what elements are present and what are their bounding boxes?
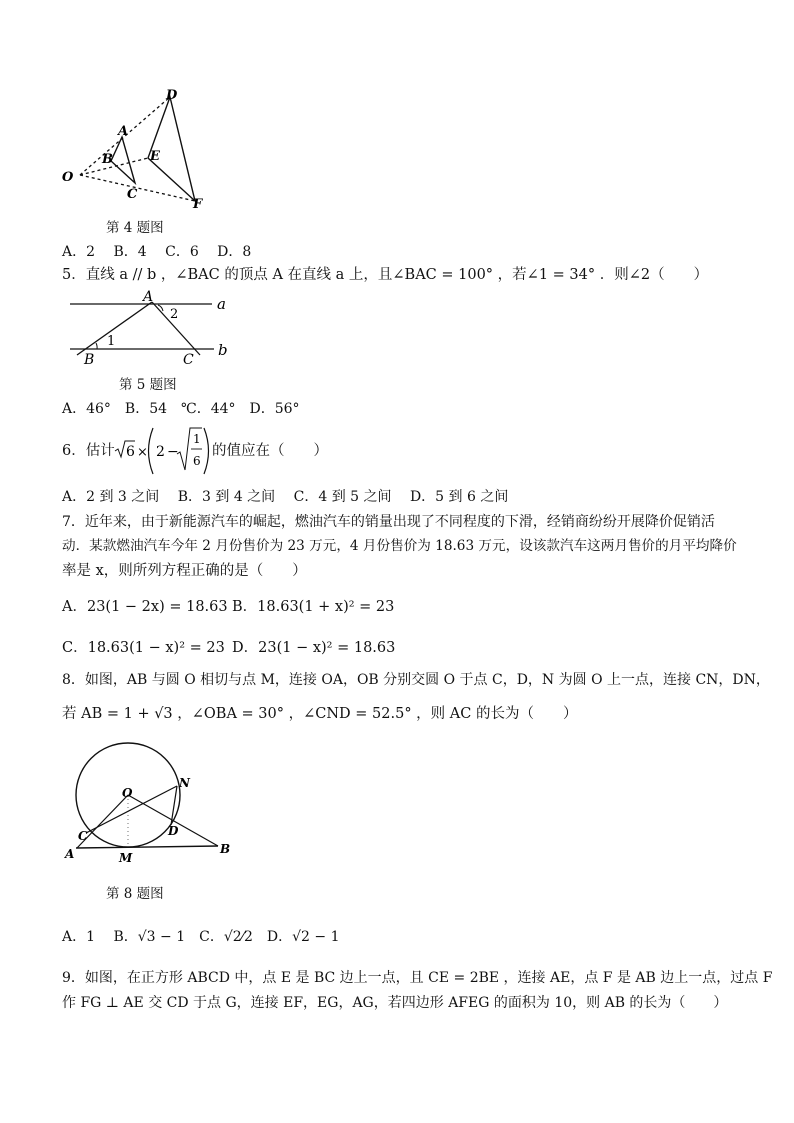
q5-figure xyxy=(62,286,242,370)
q5-label-C: C xyxy=(183,352,194,368)
q4-label-F: F xyxy=(193,197,203,212)
q8-options: A．1 B．√3 − 1 C．√2⁄2 D．√2 − 1 xyxy=(62,929,340,945)
q8-label-N: N xyxy=(179,776,190,790)
q4-caption: 第 4 题图 xyxy=(106,220,164,236)
q6-sqrt6: 6 xyxy=(126,444,135,460)
q7-option-b: B．18.63(1 + x)² = 23 xyxy=(232,599,395,615)
q8-label-O: O xyxy=(122,786,133,800)
q4-label-C: C xyxy=(127,187,138,202)
q6-frac-den: 6 xyxy=(193,454,201,468)
q7-option-d: D．23(1 − x)² = 18.63 xyxy=(232,640,396,656)
q8-line1: 8．如图，AB 与圆 O 相切与点 M，连接 OA，OB 分别交圆 O 于点 C，D，N 为圆 O 上一点，连接 CN，DN， xyxy=(62,672,770,688)
q4-figure xyxy=(55,85,225,215)
q5-label-a: a xyxy=(217,295,226,313)
q7-line2: 动．某款燃油汽车今年 2 月份售价为 23 万元，4 月份售价为 18.63 万元，设该款汽车这两月售价的月平均降价 xyxy=(62,538,737,554)
q4-label-A: A xyxy=(118,124,129,139)
q5-label-1: 1 xyxy=(107,334,116,349)
q6-expression xyxy=(112,424,212,476)
q7-line1: 7．近年来，由于新能源汽车的崛起，燃油汽车的销量出现了不同程度的下滑，经销商纷纷开展降价促销活 xyxy=(62,514,715,530)
q5-caption: 第 5 题图 xyxy=(119,377,177,393)
q9-line1: 9．如图，在正方形 ABCD 中，点 E 是 BC 边上一点，且 CE = 2BE ，连接 AE，点 F 是 AB 边上一点，过点 F xyxy=(62,970,773,986)
q8-label-A: A xyxy=(65,847,75,861)
q6-two: 2 xyxy=(156,444,165,460)
q8-caption: 第 8 题图 xyxy=(106,886,164,902)
q6-frac-num: 1 xyxy=(193,432,201,446)
q8-label-B: B xyxy=(220,842,231,856)
q6-minus: − xyxy=(167,444,179,460)
q6-stem-pre: 6．估计 xyxy=(62,443,115,459)
q5-label-A: A xyxy=(143,289,154,305)
q8-figure xyxy=(60,740,240,865)
q5-stem: 5．直线 a // b ，∠BAC 的顶点 A 在直线 a 上，且∠BAC = 100° ，若∠1 = 34° ．则∠2（ ） xyxy=(62,267,709,283)
q5-options: A．46° B．54 ℃．44° D．56° xyxy=(62,401,300,417)
q4-label-E: E xyxy=(150,149,160,164)
q5-label-b: b xyxy=(218,341,228,359)
q8-label-D: D xyxy=(168,824,179,838)
q8-label-C: C xyxy=(78,829,88,843)
q4-label-B: B xyxy=(102,152,113,167)
q6-options: A．2 到 3 之间 B．3 到 4 之间 C．4 到 5 之间 D．5 到 6 之间 xyxy=(62,489,509,505)
q8-line2: 若 AB = 1 + √3 ，∠OBA = 30° ，∠CND = 52.5° ，则 AC 的长为（ ） xyxy=(62,706,578,722)
q9-line2: 作 FG ⊥ AE 交 CD 于点 G，连接 EF，EG，AG，若四边形 AFEG 的面积为 10，则 AB 的长为（ ） xyxy=(62,995,728,1011)
q7-option-c: C．18.63(1 − x)² = 23 xyxy=(62,640,225,656)
q5-label-2: 2 xyxy=(170,307,179,322)
q6-times: × xyxy=(137,445,148,460)
q4-label-O: O xyxy=(62,170,74,185)
q7-option-a: A．23(1 − 2x) = 18.63 xyxy=(62,599,228,615)
q7-line3: 率是 x，则所列方程正确的是（ ） xyxy=(62,563,307,579)
q5-label-B: B xyxy=(84,352,95,368)
q6-stem-post: 的值应在（ ） xyxy=(212,443,328,459)
q8-label-M: M xyxy=(119,851,133,865)
q4-options: A．2 B．4 C．6 D．8 xyxy=(62,244,252,260)
q4-label-D: D xyxy=(166,88,178,103)
